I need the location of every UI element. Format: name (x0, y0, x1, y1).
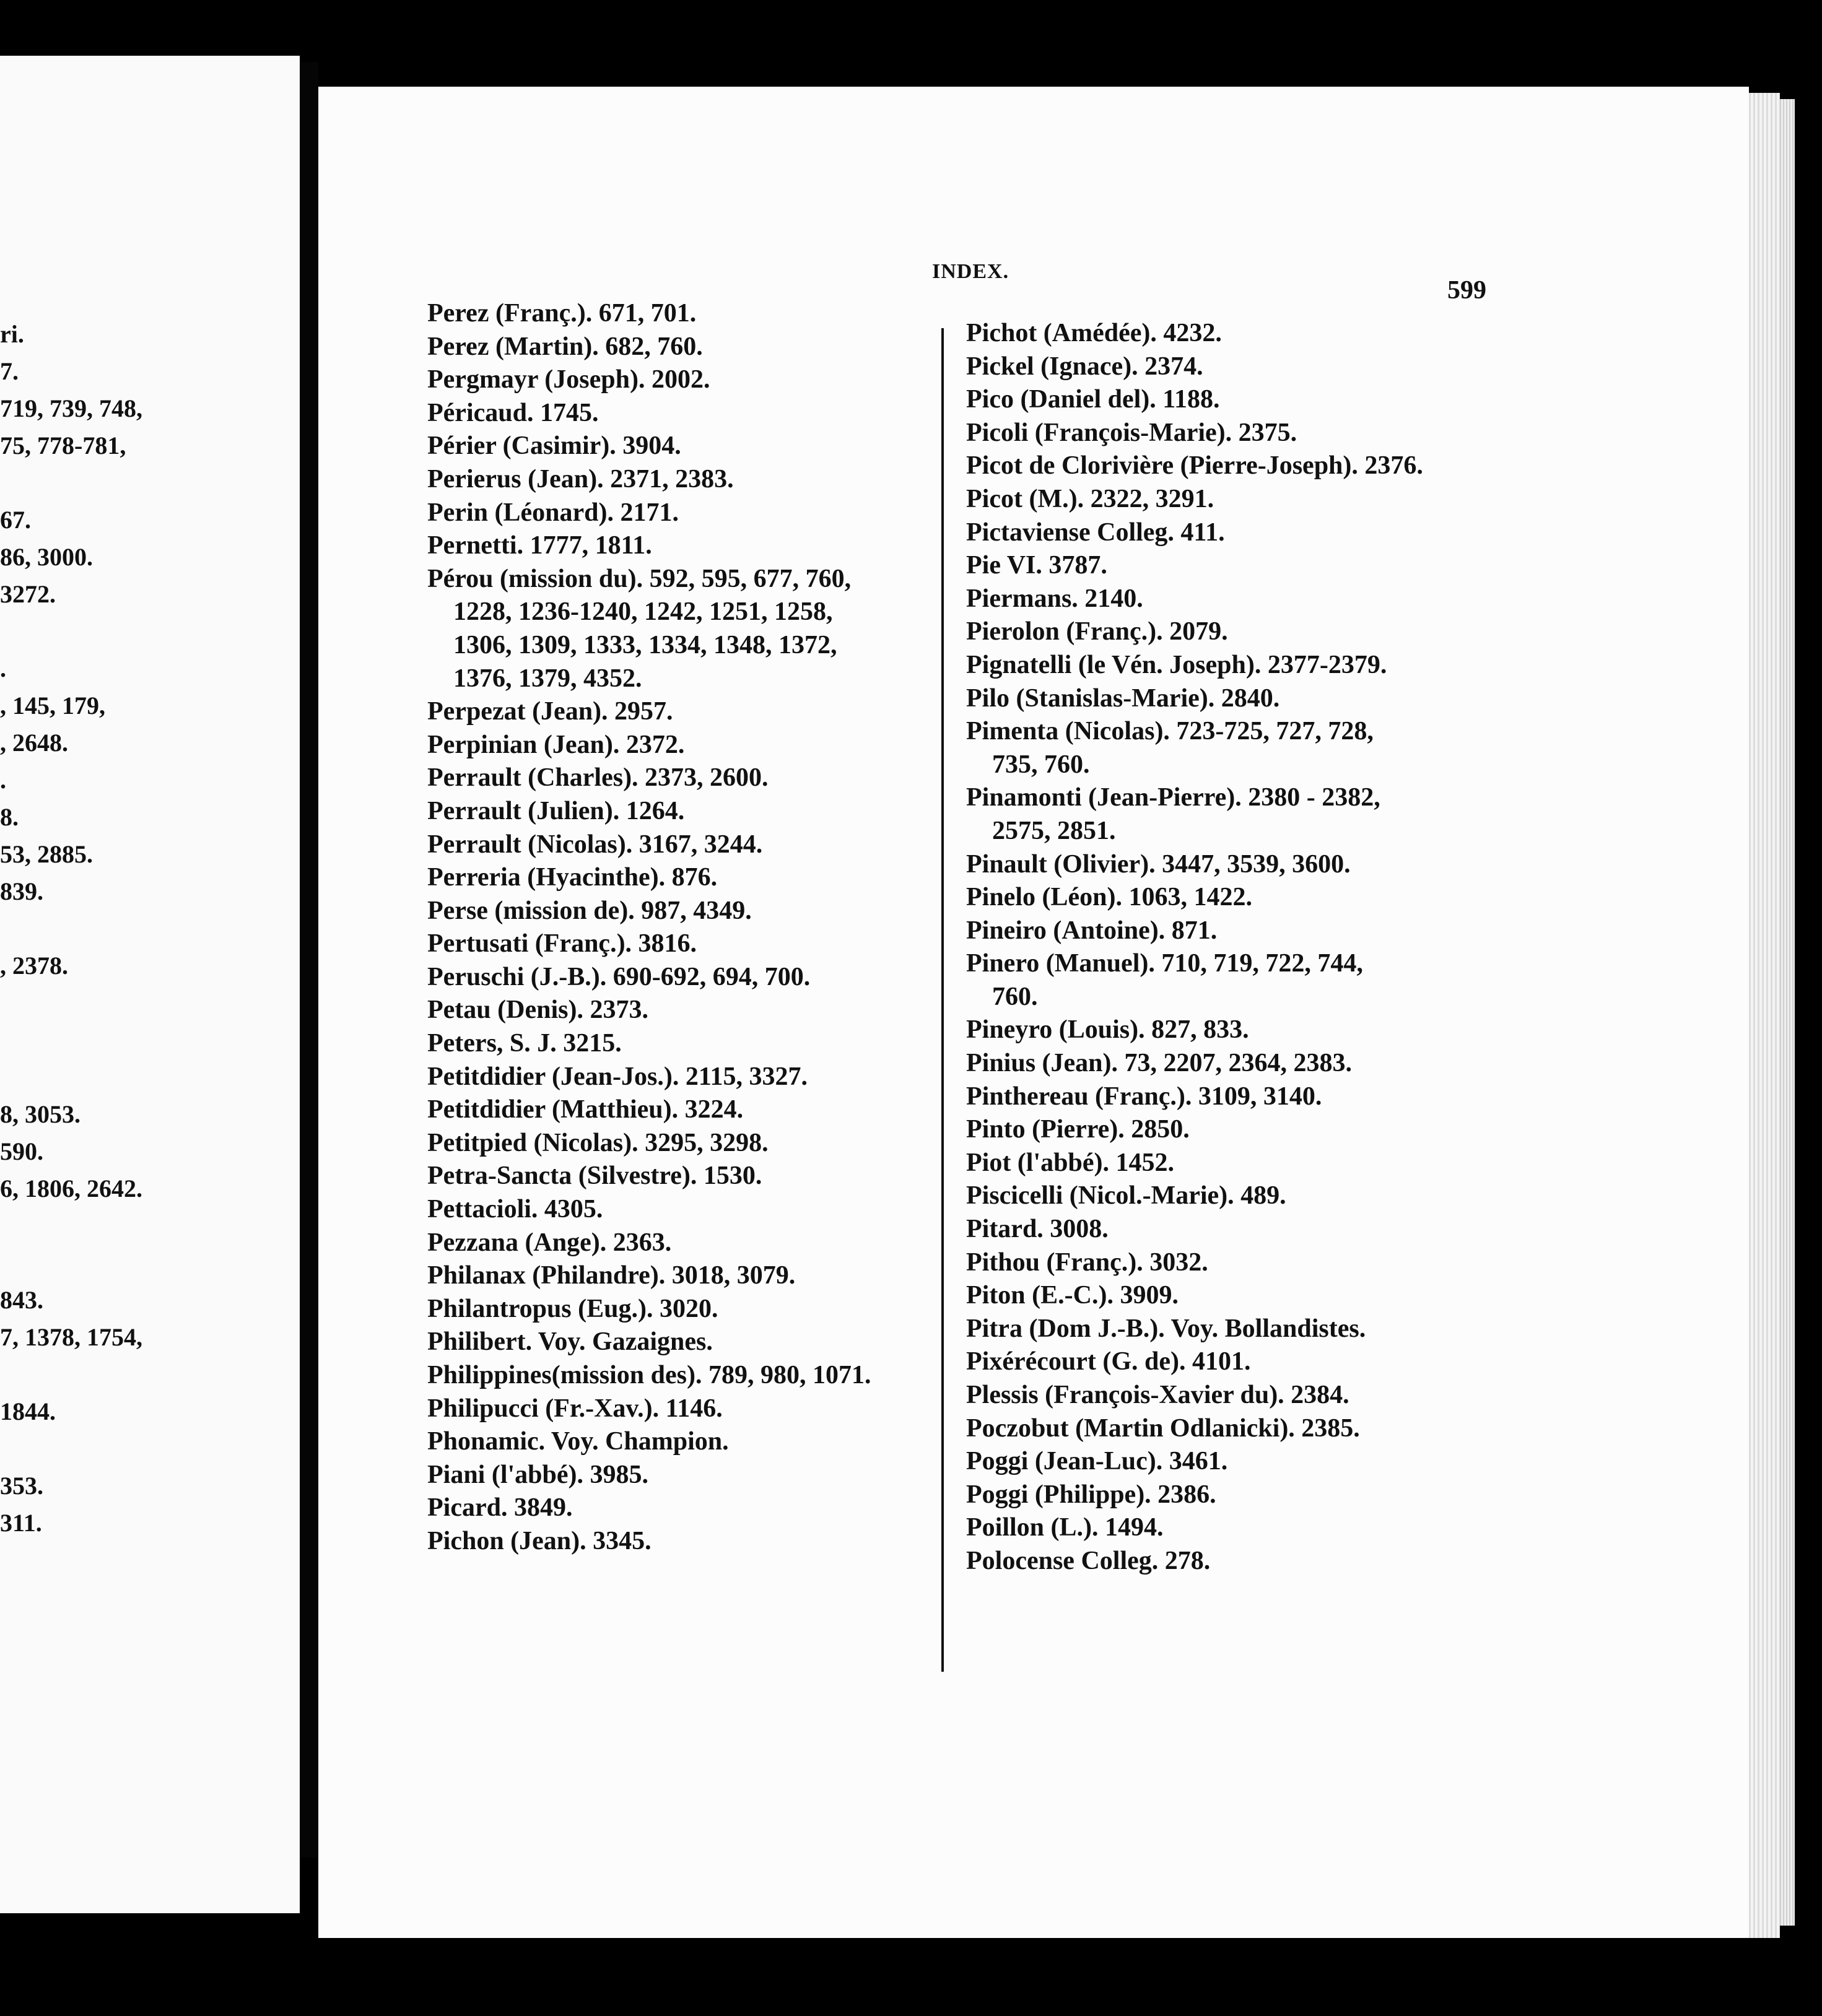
index-entry (966, 1014, 1474, 1047)
index-entry (966, 881, 1474, 915)
index-column-right (966, 317, 1474, 1578)
index-entry (427, 363, 935, 397)
facing-page-line (0, 1245, 300, 1282)
facing-page-line: 843. (0, 1286, 43, 1314)
facing-page-line (0, 1207, 300, 1245)
index-entry-text: Pie VI. 3787. (966, 551, 1107, 580)
index-entry (427, 397, 935, 430)
index-entry (427, 729, 935, 762)
index-entry-text: Perierus (Jean). 2371, 2383. (427, 464, 734, 493)
index-entry (427, 1425, 935, 1459)
index-entry (966, 649, 1474, 682)
index-entry-text: Philibert. Voy. Gazaignes. (427, 1327, 713, 1357)
index-entry (966, 781, 1474, 848)
running-head: INDEX. (932, 260, 1009, 283)
index-entry (966, 483, 1474, 516)
index-entry-text: Périer (Casimir). 3904. (427, 432, 681, 461)
index-entry (427, 463, 935, 497)
index-entry (966, 1445, 1474, 1479)
facing-page-line: 53, 2885. (0, 840, 93, 868)
index-entry-text: Pitard. 3008. (966, 1215, 1109, 1244)
index-entry-text: Pixérécourt (G. de). 4101. (966, 1347, 1251, 1376)
index-entry-text: Pérou (mission du). 592, 595, 677, 760, (427, 564, 852, 593)
index-entry (966, 1345, 1474, 1379)
index-entry-text: Perpezat (Jean). 2957. (427, 697, 673, 726)
index-entry-text: Pierolon (Franç.). 2079. (966, 617, 1228, 646)
facing-page-line (0, 613, 300, 650)
index-entry-text: Pinius (Jean). 73, 2207, 2364, 2383. (966, 1049, 1353, 1078)
index-entry-text: Pico (Daniel del). 1188. (966, 385, 1220, 414)
facing-page-line: 6, 1806, 2642. (0, 1175, 142, 1202)
index-entry (427, 1061, 935, 1094)
facing-page-line (0, 1059, 300, 1096)
index-entry (966, 1479, 1474, 1512)
index-entry-text: Perse (mission de). 987, 4349. (427, 896, 752, 925)
index-entry (966, 1147, 1474, 1180)
index-entry-text: Petra-Sancta (Silvestre). 1530. (427, 1162, 762, 1191)
index-entry (966, 516, 1474, 550)
facing-page-line: 3272. (0, 580, 56, 608)
index-entry-text: Poczobut (Martin Odlanicki). 2385. (966, 1414, 1360, 1443)
index-entry (427, 795, 935, 828)
index-entry-text: Pinero (Manuel). 710, 719, 722, 744, (966, 949, 1363, 978)
index-entry (966, 1180, 1474, 1213)
index-entry-text: Pitra (Dom J.-B.). Voy. Bollandistes. (966, 1314, 1366, 1343)
index-entry (966, 583, 1474, 616)
facing-page-line: 1844. (0, 1397, 56, 1425)
index-entry (427, 861, 935, 895)
index-entry-text: Pictaviense Colleg. 411. (966, 518, 1225, 547)
index-entry (966, 450, 1474, 483)
index-entry-continuation: 1376, 1379, 4352. (453, 664, 642, 693)
index-entry (966, 1545, 1474, 1578)
index-entry (966, 1113, 1474, 1147)
index-entry (427, 497, 935, 530)
index-entry (427, 828, 935, 862)
facing-page-line: 7. (0, 357, 19, 385)
index-entry (427, 430, 935, 463)
index-entry (427, 1193, 935, 1227)
index-entry (966, 317, 1474, 350)
index-entry-text: Poggi (Philippe). 2386. (966, 1480, 1216, 1509)
index-entry (966, 682, 1474, 716)
index-entry-text: Pineyro (Louis). 827, 833. (966, 1015, 1249, 1045)
index-entry-text: Philantropus (Eug.). 3020. (427, 1294, 718, 1323)
index-entry-text: Picard. 3849. (427, 1493, 573, 1523)
index-entry (966, 1047, 1474, 1080)
index-entry-text: Pineiro (Antoine). 871. (966, 916, 1218, 945)
index-entry (427, 1525, 935, 1558)
index-entry-text: Petitdidier (Matthieu). 3224. (427, 1095, 744, 1124)
index-entry-text: Pithou (Franç.). 3032. (966, 1248, 1208, 1277)
index-entry-text: Pettacioli. 4305. (427, 1195, 603, 1224)
facing-page-line: 353. (0, 1472, 43, 1500)
index-entry (427, 961, 935, 994)
page-edges-outer (1780, 99, 1795, 1926)
index-entry-text: Peters, S. J. 3215. (427, 1029, 622, 1058)
index-entry (966, 549, 1474, 583)
index-entry (427, 1293, 935, 1326)
index-entry (427, 762, 935, 795)
index-entry-text: Pergmayr (Joseph). 2002. (427, 365, 710, 394)
index-entry-text: Philipucci (Fr.-Xav.). 1146. (427, 1394, 723, 1423)
index-entry (427, 1093, 935, 1127)
facing-page-line: ri. (0, 320, 24, 348)
index-entry (427, 1359, 935, 1393)
index-entry (427, 1127, 935, 1160)
index-entry-text: Perrault (Charles). 2373, 2600. (427, 763, 769, 793)
index-entry (966, 1511, 1474, 1545)
facing-page-line (0, 1430, 300, 1467)
facing-page-line: 311. (0, 1509, 42, 1537)
index-entry-text: Pernetti. 1777, 1811. (427, 531, 652, 560)
index-entry-text: Piermans. 2140. (966, 584, 1143, 613)
index-entry-text: Pinamonti (Jean-Pierre). 2380 - 2382, (966, 783, 1380, 812)
index-entry-text: Perez (Franç.). 671, 701. (427, 299, 697, 328)
index-entry (966, 1246, 1474, 1280)
index-entry-text: Piton (E.-C.). 3909. (966, 1281, 1179, 1310)
index-entry (966, 1080, 1474, 1114)
index-entry-text: Petitdidier (Jean-Jos.). 2115, 3327. (427, 1062, 808, 1091)
facing-page-line: 839. (0, 877, 43, 905)
index-entry (966, 1313, 1474, 1346)
index-entry-text: Piscicelli (Nicol.-Marie). 489. (966, 1181, 1286, 1210)
index-entry-text: Piani (l'abbé). 3985. (427, 1460, 649, 1489)
index-entry (427, 1326, 935, 1359)
index-entry-text: Pichot (Amédée). 4232. (966, 319, 1222, 347)
index-entry (966, 615, 1474, 649)
index-entry-text: Picot (M.). 2322, 3291. (966, 484, 1214, 513)
index-entry-text: Phonamic. Voy. Champion. (427, 1427, 729, 1456)
index-entry (427, 1459, 935, 1492)
index-entry (966, 848, 1474, 882)
index-entry-continuation: 1228, 1236-1240, 1242, 1251, 1258, (453, 597, 833, 627)
index-entry (427, 563, 935, 695)
column-divider (941, 328, 944, 1672)
index-entry (966, 715, 1474, 781)
index-entry-continuation: 1306, 1309, 1333, 1334, 1348, 1372, (453, 630, 837, 659)
index-entry-text: Philanax (Philandre). 3018, 3079. (427, 1261, 796, 1290)
index-entry (966, 350, 1474, 384)
index-entry-text: Pinthereau (Franç.). 3109, 3140. (966, 1082, 1322, 1111)
index-entry (427, 994, 935, 1027)
index-entry-text: Perpinian (Jean). 2372. (427, 730, 685, 759)
facing-page-line: , 2378. (0, 952, 68, 980)
index-entry-continuation: 735, 760. (992, 750, 1090, 779)
page-number: 599 (1447, 276, 1486, 305)
index-column-left (427, 297, 935, 1558)
index-entry-continuation: 760. (992, 982, 1038, 1011)
index-entry-text: Philippines(mission des). 789, 980, 1071. (427, 1361, 871, 1389)
index-entry-text: Pertusati (Franç.). 3816. (427, 929, 697, 958)
index-entry (427, 1259, 935, 1293)
index-entry (966, 947, 1474, 1014)
index-entry (427, 928, 935, 961)
index-entry (427, 1492, 935, 1525)
index-entry (966, 1213, 1474, 1246)
facing-page-line: 86, 3000. (0, 543, 93, 571)
index-entry-text: Picot de Clorivière (Pierre-Joseph). 2376. (966, 451, 1423, 480)
index-entry-continuation: 2575, 2851. (992, 816, 1116, 845)
index-entry-text: Perrault (Julien). 1264. (427, 796, 685, 825)
index-entry (427, 1160, 935, 1193)
index-entry (966, 383, 1474, 417)
facing-page-line: 75, 778-781, (0, 432, 126, 459)
index-entry-text: Pezzana (Ange). 2363. (427, 1228, 672, 1257)
index-entry-text: Petau (Denis). 2373. (427, 996, 648, 1025)
index-entry-text: Pimenta (Nicolas). 723-725, 727, 728, (966, 717, 1374, 746)
index-entry (427, 895, 935, 928)
index-entry-text: Perin (Léonard). 2171. (427, 498, 679, 527)
index-entry-text: Poillon (L.). 1494. (966, 1513, 1164, 1542)
facing-page-line (0, 1022, 300, 1059)
index-entry-text: Plessis (François-Xavier du). 2384. (966, 1381, 1349, 1409)
index-entry-text: Pignatelli (le Vén. Joseph). 2377-2379. (966, 650, 1387, 679)
index-entry-text: Perrault (Nicolas). 3167, 3244. (427, 830, 763, 859)
facing-page-line: 590. (0, 1137, 43, 1165)
facing-page-line (0, 464, 300, 502)
index-entry (427, 297, 935, 331)
index-entry (966, 1379, 1474, 1412)
index-entry (427, 529, 935, 563)
facing-page-text (0, 316, 300, 1542)
facing-page-line: 67. (0, 506, 31, 534)
index-entry-text: Perez (Martin). 682, 760. (427, 332, 703, 361)
index-entry-text: Pickel (Ignace). 2374. (966, 352, 1203, 381)
index-entry (427, 1393, 935, 1426)
facing-page-line (0, 910, 300, 947)
index-entry-text: Pinault (Olivier). 3447, 3539, 3600. (966, 849, 1351, 879)
index-entry-text: Picoli (François-Marie). 2375. (966, 418, 1297, 447)
index-entry (966, 1412, 1474, 1446)
index-entry (966, 417, 1474, 450)
index-entry-text: Polocense Colleg. 278. (966, 1546, 1211, 1575)
index-entry-text: Poggi (Jean-Luc). 3461. (966, 1447, 1228, 1476)
index-entry (427, 331, 935, 364)
facing-page-line: . (0, 654, 6, 682)
index-entry-text: Peruschi (J.-B.). 690-692, 694, 700. (427, 962, 811, 991)
index-entry (966, 915, 1474, 948)
index-entry-text: Petitpied (Nicolas). 3295, 3298. (427, 1128, 769, 1157)
index-entry-text: Perreria (Hyacinthe). 876. (427, 863, 718, 892)
index-entry (966, 1279, 1474, 1313)
index-entry-text: Pilo (Stanislas-Marie). 2840. (966, 684, 1280, 713)
index-entry-text: Pichon (Jean). 3345. (427, 1526, 652, 1555)
facing-page-line: 8. (0, 803, 19, 831)
facing-page-line: , 2648. (0, 729, 68, 757)
index-entry-text: Pinto (Pierre). 2850. (966, 1115, 1190, 1144)
facing-page-line (0, 984, 300, 1022)
index-entry-text: Péricaud. 1745. (427, 398, 599, 427)
facing-page-line: . (0, 766, 6, 794)
index-entry-text: Pinelo (Léon). 1063, 1422. (966, 883, 1252, 912)
facing-page-line (0, 1356, 300, 1393)
page-edges (1749, 93, 1780, 1938)
facing-page (0, 56, 300, 1913)
index-entry-text: Piot (l'abbé). 1452. (966, 1148, 1174, 1177)
facing-page-line: 719, 739, 748, (0, 394, 142, 422)
facing-page-line: , 145, 179, (0, 692, 105, 719)
index-entry (427, 1027, 935, 1061)
index-entry (427, 695, 935, 729)
book-gutter (300, 62, 318, 1857)
facing-page-line: 8, 3053. (0, 1100, 81, 1128)
facing-page-line: 7, 1378, 1754, (0, 1323, 142, 1351)
index-entry (427, 1227, 935, 1260)
